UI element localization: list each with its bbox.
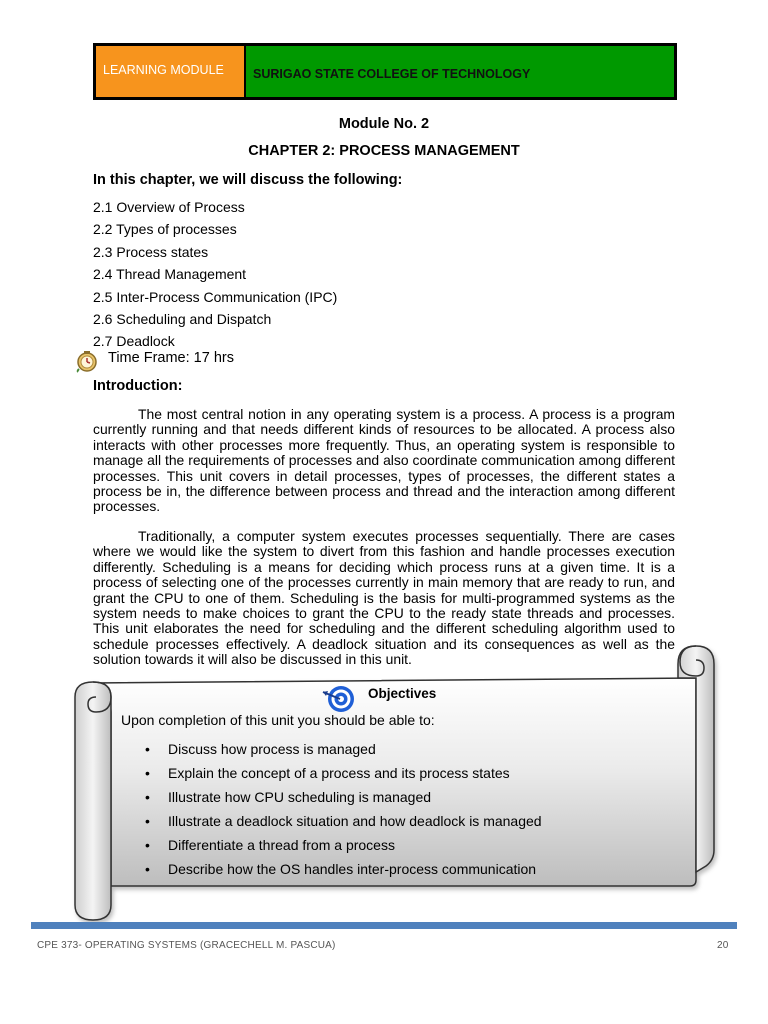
topic-item: 2.1 Overview of Process <box>93 199 245 215</box>
objective-item <box>145 813 542 829</box>
objective-item <box>145 741 376 757</box>
topic-item: 2.3 Process states <box>93 244 209 260</box>
objective-item <box>145 861 536 877</box>
topic-item: 2.4 Thread Management <box>93 266 247 282</box>
objective-item <box>145 837 395 853</box>
topic-item: 2.5 Inter-Process Communication (IPC) <box>93 289 338 305</box>
intro-paragraph-2: Traditionally, a computer system executes processes sequentially. There are cases where we would like the system to divert from this fashion and handle processes execution differently. Scheduling is a means for deciding which process runs at a given time. It is a process of selecting one of the processes currently in main memory that are ready to run, and grant the CPU to one of them. Scheduling is the basis for multi-programmed systems as the system needs to make choices to grant the CPU to the ready state threads and processes. This unit elaborates the need for scheduling and the different scheduling algorithm used to schedule processes effectively. A deadlock situation and its consequences as well as the solution towards it will also be discussed in this unit. <box>93 528 675 668</box>
topic-item: 2.2 Types of processes <box>93 221 237 237</box>
bullet: • <box>145 765 150 781</box>
bullet: • <box>145 789 150 805</box>
objective-text: Illustrate a deadlock situation and how deadlock is managed <box>168 813 542 829</box>
module-number: Module No. 2 <box>338 116 430 132</box>
introduction-heading: Introduction: <box>93 378 183 394</box>
bullet: • <box>145 861 150 877</box>
learning-module-label: LEARNING MODULE <box>96 46 246 97</box>
objective-text: Discuss how process is managed <box>168 741 376 757</box>
discuss-heading: In this chapter, we will discuss the following: <box>93 172 403 188</box>
time-frame: Time Frame: 17 hrs <box>108 350 234 366</box>
chapter-title: CHAPTER 2: PROCESS MANAGEMENT <box>248 143 520 159</box>
objective-text: Differentiate a thread from a process <box>168 837 395 853</box>
footer-divider <box>31 922 737 929</box>
objectives-title: Objectives <box>368 686 437 701</box>
bullet: • <box>145 837 150 853</box>
objective-item <box>145 765 510 781</box>
page-number: 20 <box>717 940 729 951</box>
topic-item: 2.7 Deadlock <box>93 333 175 349</box>
bullet: • <box>145 813 150 829</box>
target-icon <box>322 684 356 714</box>
objective-text: Describe how the OS handles inter-process communication <box>168 861 537 877</box>
bullet: • <box>145 741 150 757</box>
topic-item: 2.6 Scheduling and Dispatch <box>93 311 272 327</box>
footer-course: CPE 373- OPERATING SYSTEMS (GRACECHELL M. PASCUA) <box>37 940 336 951</box>
college-name-label: SURIGAO STATE COLLEGE OF TECHNOLOGY <box>246 46 674 97</box>
objective-text: Explain the concept of a process and its process states <box>168 765 510 781</box>
objectives-intro: Upon completion of this unit you should be able to: <box>121 712 435 728</box>
intro-paragraph-1: The most central notion in any operating system is a process. A process is a program currently running and that needs different kinds of resources to be allocated. A process also interacts with other processes more frequently. Thus, an operating system is responsible to manage all the requirements of processes and also coordinate communication among different processes. This unit covers in detail processes, types of processes, the different states a process be in, the difference between process and thread and the interaction among different processes. <box>93 406 675 515</box>
objective-item <box>145 789 431 805</box>
objective-text: Illustrate how CPU scheduling is managed <box>168 789 432 805</box>
